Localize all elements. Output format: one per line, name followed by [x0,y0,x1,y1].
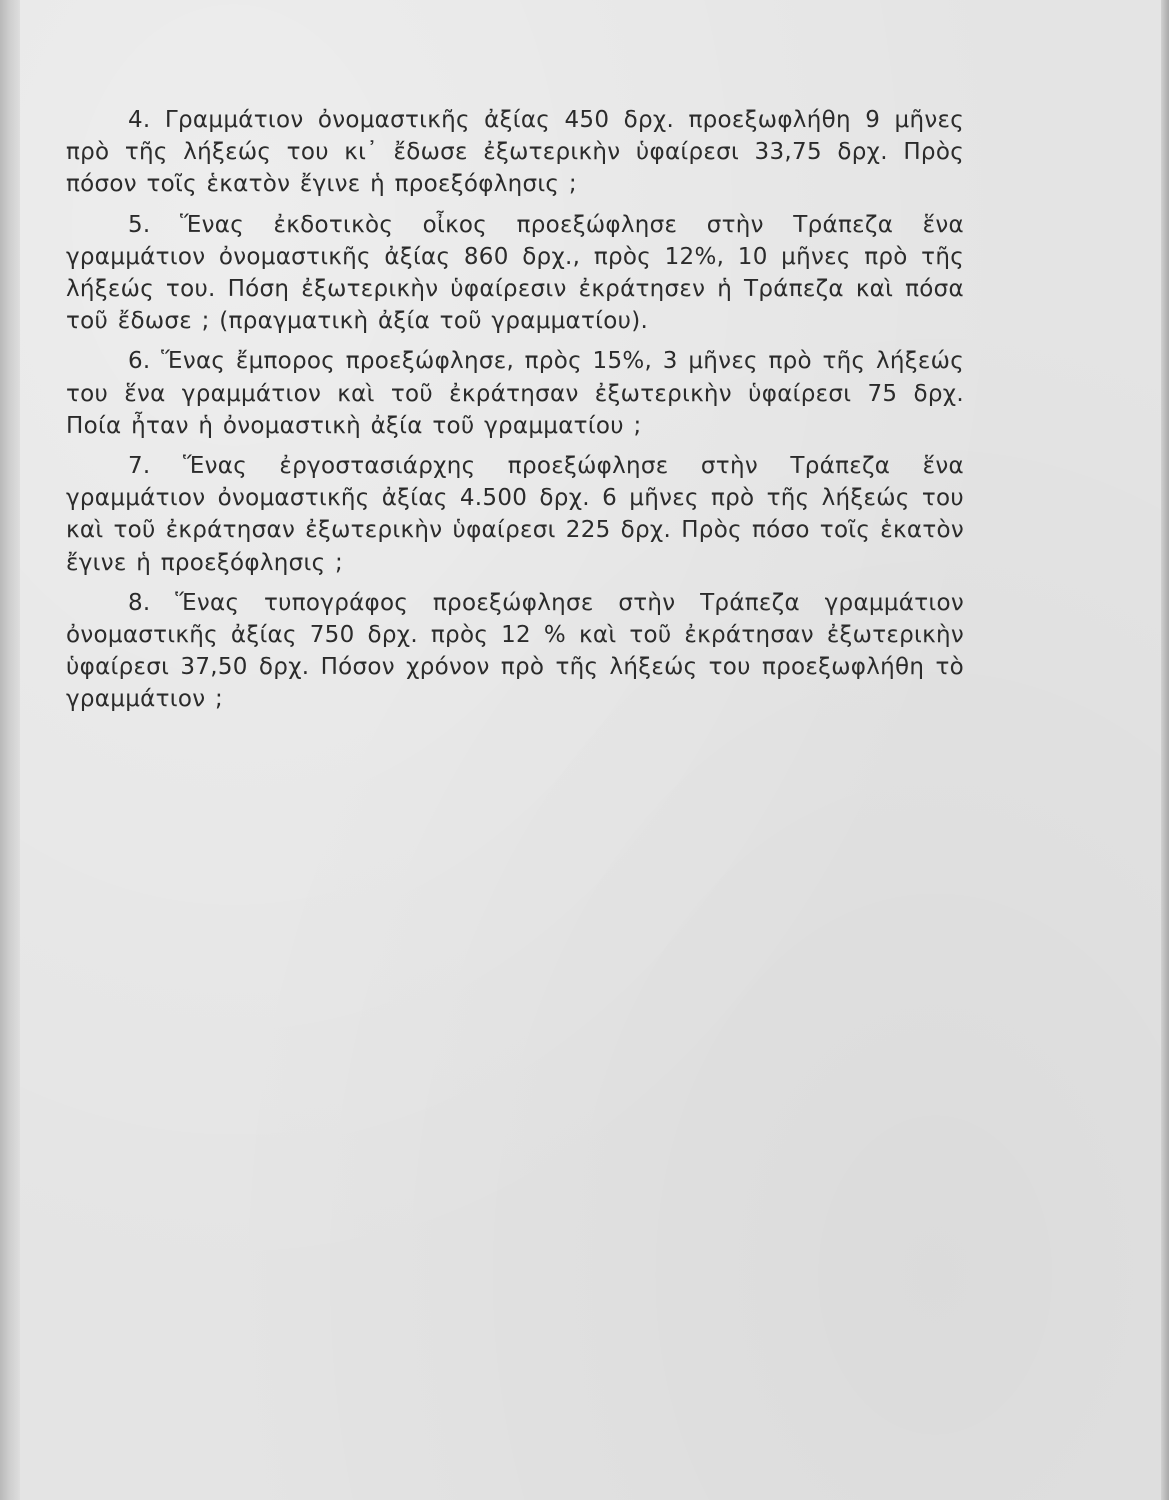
problem-4: 4. Γραμμάτιον ὀνομαστικῆς ἀξίας 450 δρχ. προεξωφλήθη 9 μῆνες πρὸ τῆς λήξεώς του κι᾽ ἔδωσε ἐξωτερικὴν ὑφαίρεσι 33,75 δρχ. Πρὸς πόσον τοῖς ἑκατὸν ἔγινε ἡ προεξόφλησις ; [66,107,964,198]
problem-8: 8. Ἕνας τυπογράφος προεξώφλησε στὴν Τράπεζα γραμμάτιον ὀνομαστικῆς ἀξίας 750 δρχ. πρὸς 12 % καὶ τοῦ ἐκράτησαν ἐξωτερικὴν ὑφαίρεσι 37,50 δρχ. Πόσον χρόνον πρὸ τῆς λήξεώς του προεξωφλήθη τὸ γραμμάτιον ; [66,589,964,713]
page-body [66,104,964,724]
problem-6: 6. Ἕνας ἔμπορος προεξώφλησε, πρὸς 15%, 3 μῆνες πρὸ τῆς λήξεώς του ἕνα γραμμάτιον καὶ τοῦ ἐκράτησαν ἐξωτερικὴν ὑφαίρεσι 75 δρχ. Ποία ἦταν ἡ ὀνομαστικὴ ἀξία τοῦ γραμματίου ; [66,348,964,439]
page-right-edge [1161,0,1169,1500]
problem-7: 7. Ἕνας ἐργοστασιάρχης προεξώφλησε στὴν Τράπεζα ἕνα γραμμάτιον ὀνομαστικῆς ἀξίας 4.500 δρχ. 6 μῆνες πρὸ τῆς λήξεώς του καὶ τοῦ ἐκράτησαν ἐξωτερικὴν ὑφαίρεσι 225 δρχ. Πρὸς πόσο τοῖς ἑκατὸν ἔγινε ἡ προεξόφλησις ; [66,453,964,576]
problem-5: 5. Ἕνας ἐκδοτικὸς οἶκος προεξώφλησε στὴν Τράπεζα ἕνα γραμμάτιον ὀνομαστικῆς ἀξίας 860 δρχ., πρὸς 12%, 10 μῆνες πρὸ τῆς λήξεώς του. Πόση ἐξωτερικὴν ὑφαίρεσιν ἐκράτησεν ἡ Τράπεζα καὶ πόσα τοῦ ἔδωσε ; (πραγματικὴ ἀξία τοῦ γραμματίου). [66,211,964,335]
page-left-shadow [0,0,20,1500]
